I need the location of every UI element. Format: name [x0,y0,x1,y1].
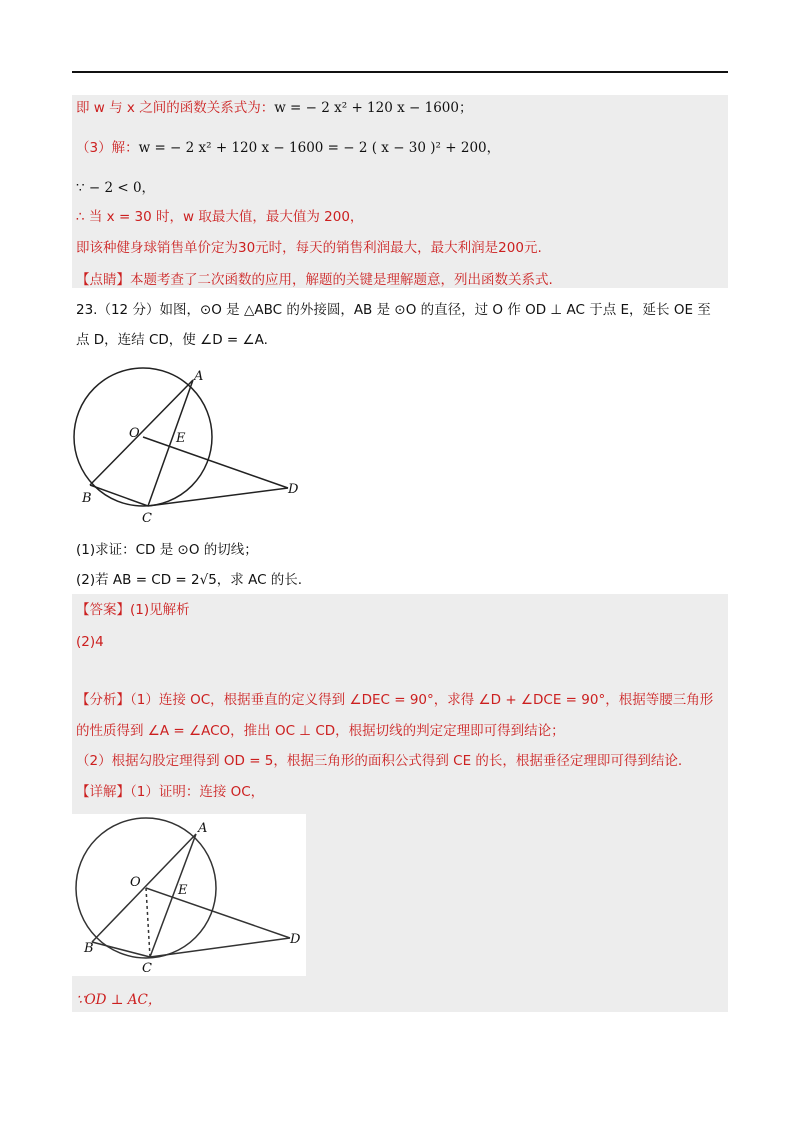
geometry-figure-1 [60,358,320,533]
comment-text: 本题考查了二次函数的应用，解题的关键是理解题意，列出函数关系式. [130,272,553,288]
analysis-line-3: （2）根据勾股定理得到 OD = 5，根据三角形的面积公式得到 CE 的长，根据垂径定理即可得到结论. [76,753,683,769]
answer-2: (2)4 [76,634,104,650]
detail-line-1 [76,782,264,802]
sub-question-1: (1)求证：CD 是 ⊙O 的切线； [76,542,258,558]
line-text: 即 w 与 x 之间的函数关系式为： [76,100,275,116]
formula: w = − 2 x² + 120 x − 1600； [274,100,473,116]
label-D: D [290,932,301,947]
line-comment [76,270,553,290]
label-A: A [194,369,204,384]
answer-1: (1)见解析 [130,602,190,618]
geometry-figure-2 [72,814,306,976]
label-B: B [84,941,94,956]
part-label: （3）解： [76,140,139,156]
analysis-tag: 【分析】 [76,692,130,708]
analysis-line-2: 的性质得到 ∠A = ∠ACO，推出 OC ⊥ CD，根据切线的判定定理即可得到结论； [76,723,565,739]
analysis-text-1: （1）连接 OC，根据垂直的定义得到 ∠DEC = 90°，求得 ∠D + ∠DCE = 90°，根据等腰三角形 [130,692,714,708]
line-part3 [76,138,500,158]
answer-tag: 【答案】 [76,602,130,618]
label-O: O [130,875,141,890]
question-line-1: 23.（12 分）如图，⊙O 是 △ABC 的外接圆，AB 是 ⊙O 的直径，过 O 作 OD ⊥ AC 于点 E，延长 OE 至 [76,302,711,318]
line-conclusion: 即该种健身球销售单价定为30元时，每天的销售利润最大，最大利润是200元. [76,240,542,256]
comment-tag: 【点睛】 [76,272,130,288]
answer-line [76,600,190,620]
detail-last-text: ∵OD ⊥ AC， [76,992,162,1008]
formula: w = − 2 x² + 120 x − 1600 = − 2 ( x − 30 )² + 200， [138,140,501,156]
line-since-negative: ∵ − 2 < 0， [76,180,156,196]
header-rule [72,71,728,73]
label-C: C [142,511,152,526]
line-max-value: ∴ 当 x = 30 时，w 取最大值，最大值为 200， [76,209,364,225]
label-O: O [129,426,140,441]
label-C: C [142,961,152,976]
solution-block-1 [72,95,728,288]
label-E: E [178,883,188,898]
label-D: D [288,482,299,497]
label-E: E [176,431,186,446]
analysis-line-1 [76,690,713,710]
detail-last-line [76,990,161,1010]
question-line-2: 点 D，连结 CD，使 ∠D = ∠A. [76,332,268,348]
line-function-expression [76,98,472,118]
sub-question-2: (2)若 AB = CD = 2√5，求 AC 的长. [76,572,303,588]
detail-text-1: （1）证明：连接 OC， [130,784,265,800]
detail-tag: 【详解】 [76,784,130,800]
label-B: B [82,491,92,506]
label-A: A [198,821,208,836]
